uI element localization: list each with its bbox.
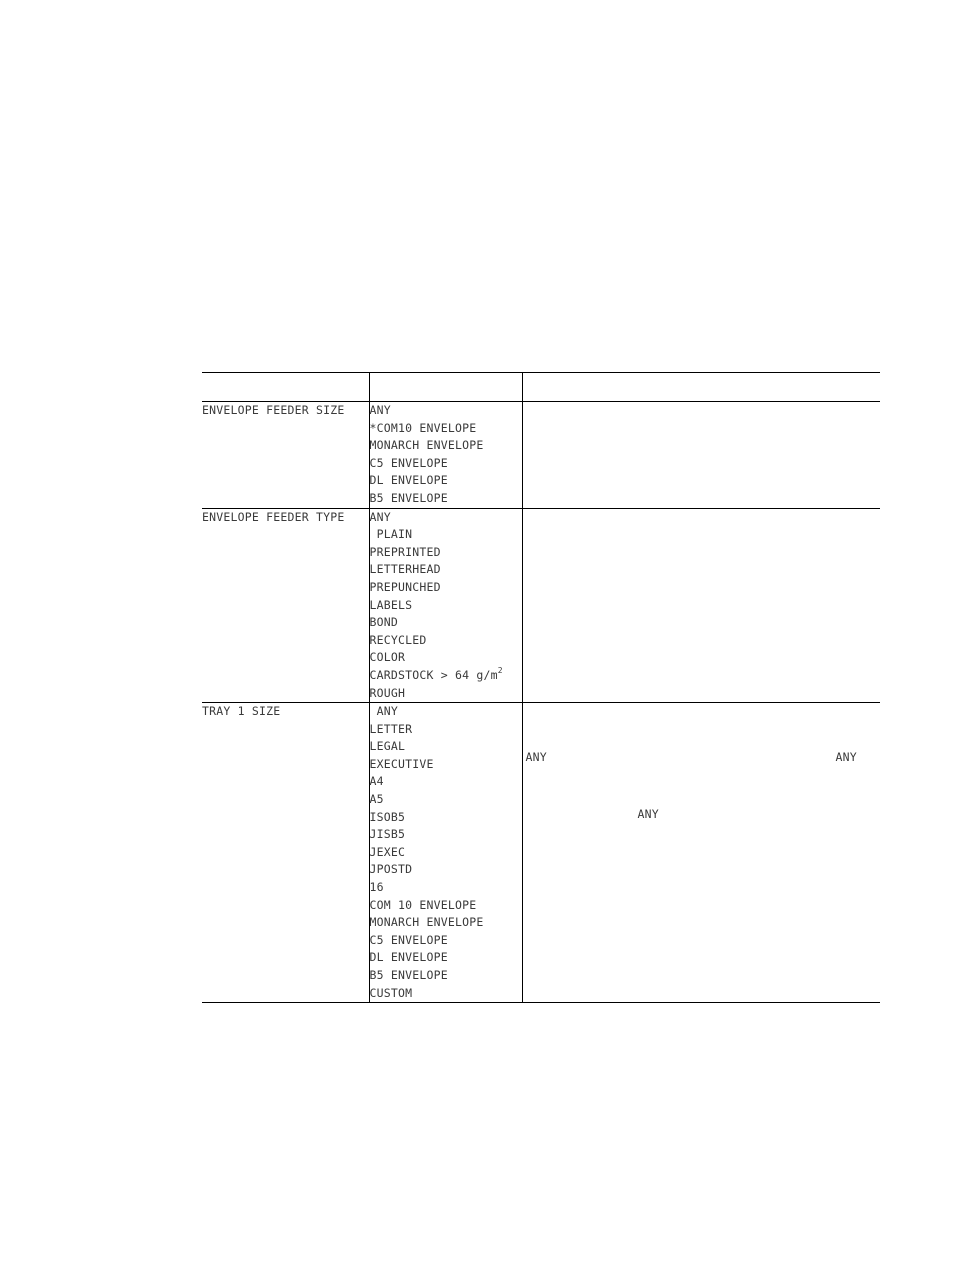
value-option: C5 ENVELOPE <box>369 455 448 470</box>
value-option: JPOSTD <box>369 862 413 877</box>
value-option: LETTERHEAD <box>369 562 441 577</box>
explanation-token: ANY <box>835 750 857 765</box>
menu-item-label: TRAY 1 SIZE <box>202 704 281 719</box>
table-row <box>202 508 880 703</box>
header-cell-item <box>202 373 369 402</box>
value-option: LEGAL <box>369 739 406 754</box>
value-option: ANY <box>369 403 391 417</box>
value-option: PREPUNCHED <box>369 579 441 594</box>
value-option-text: CARDSTOCK > 64 g/m <box>369 667 498 682</box>
value-option: C5 ENVELOPE <box>369 932 448 947</box>
value-option: *COM10 ENVELOPE <box>369 420 477 435</box>
menu-item-cell <box>202 508 369 703</box>
menu-explanation-cell <box>522 508 880 703</box>
value-option: A5 <box>369 792 384 807</box>
table-header-row <box>202 373 880 402</box>
value-option: EXECUTIVE <box>369 756 434 771</box>
menu-values-cell <box>369 703 522 1003</box>
value-option: MONARCH ENVELOPE <box>369 438 484 453</box>
menu-item-cell <box>202 402 369 509</box>
value-option: COM 10 ENVELOPE <box>369 897 477 912</box>
value-option: A4 <box>369 774 384 789</box>
value-option: RECYCLED <box>369 632 427 647</box>
value-option: CUSTOM <box>369 985 413 1000</box>
value-option: BOND <box>369 615 398 630</box>
value-option: LETTER <box>369 721 413 736</box>
value-option: ISOB5 <box>369 809 406 824</box>
menu-item-cell <box>202 703 369 1003</box>
menu-item-label: ENVELOPE FEEDER SIZE <box>202 403 345 417</box>
explanation-token: ANY <box>637 807 659 822</box>
menu-values-cell <box>369 508 522 703</box>
printer-menu-table <box>202 372 880 1003</box>
menu-explanation-cell <box>522 703 880 1003</box>
explanation-token: ANY <box>525 750 547 765</box>
value-option: MONARCH ENVELOPE <box>369 915 484 930</box>
menu-item-label: ENVELOPE FEEDER TYPE <box>202 509 345 524</box>
value-option: DL ENVELOPE <box>369 950 448 965</box>
table-row <box>202 402 880 509</box>
value-option: DL ENVELOPE <box>369 473 448 488</box>
value-option: ANY <box>369 509 391 524</box>
value-option: B5 ENVELOPE <box>369 490 448 505</box>
value-option: JISB5 <box>369 827 406 842</box>
table-row <box>202 703 880 1003</box>
value-option: B5 ENVELOPE <box>369 968 448 982</box>
value-option: JEXEC <box>369 844 406 859</box>
value-option: 16 <box>369 880 384 895</box>
superscript: 2 <box>497 665 503 675</box>
value-option: ANY <box>369 704 398 719</box>
menu-explanation-cell <box>522 402 880 509</box>
value-option: PREPRINTED <box>369 544 441 559</box>
header-cell-values <box>369 373 522 402</box>
value-option: LABELS <box>369 597 413 612</box>
value-option: COLOR <box>369 650 406 665</box>
value-option: PLAIN <box>369 527 413 542</box>
value-option-cardstock <box>370 667 522 685</box>
menu-values-cell <box>369 402 522 509</box>
header-cell-explanation <box>522 373 880 402</box>
value-option: ROUGH <box>369 685 406 700</box>
